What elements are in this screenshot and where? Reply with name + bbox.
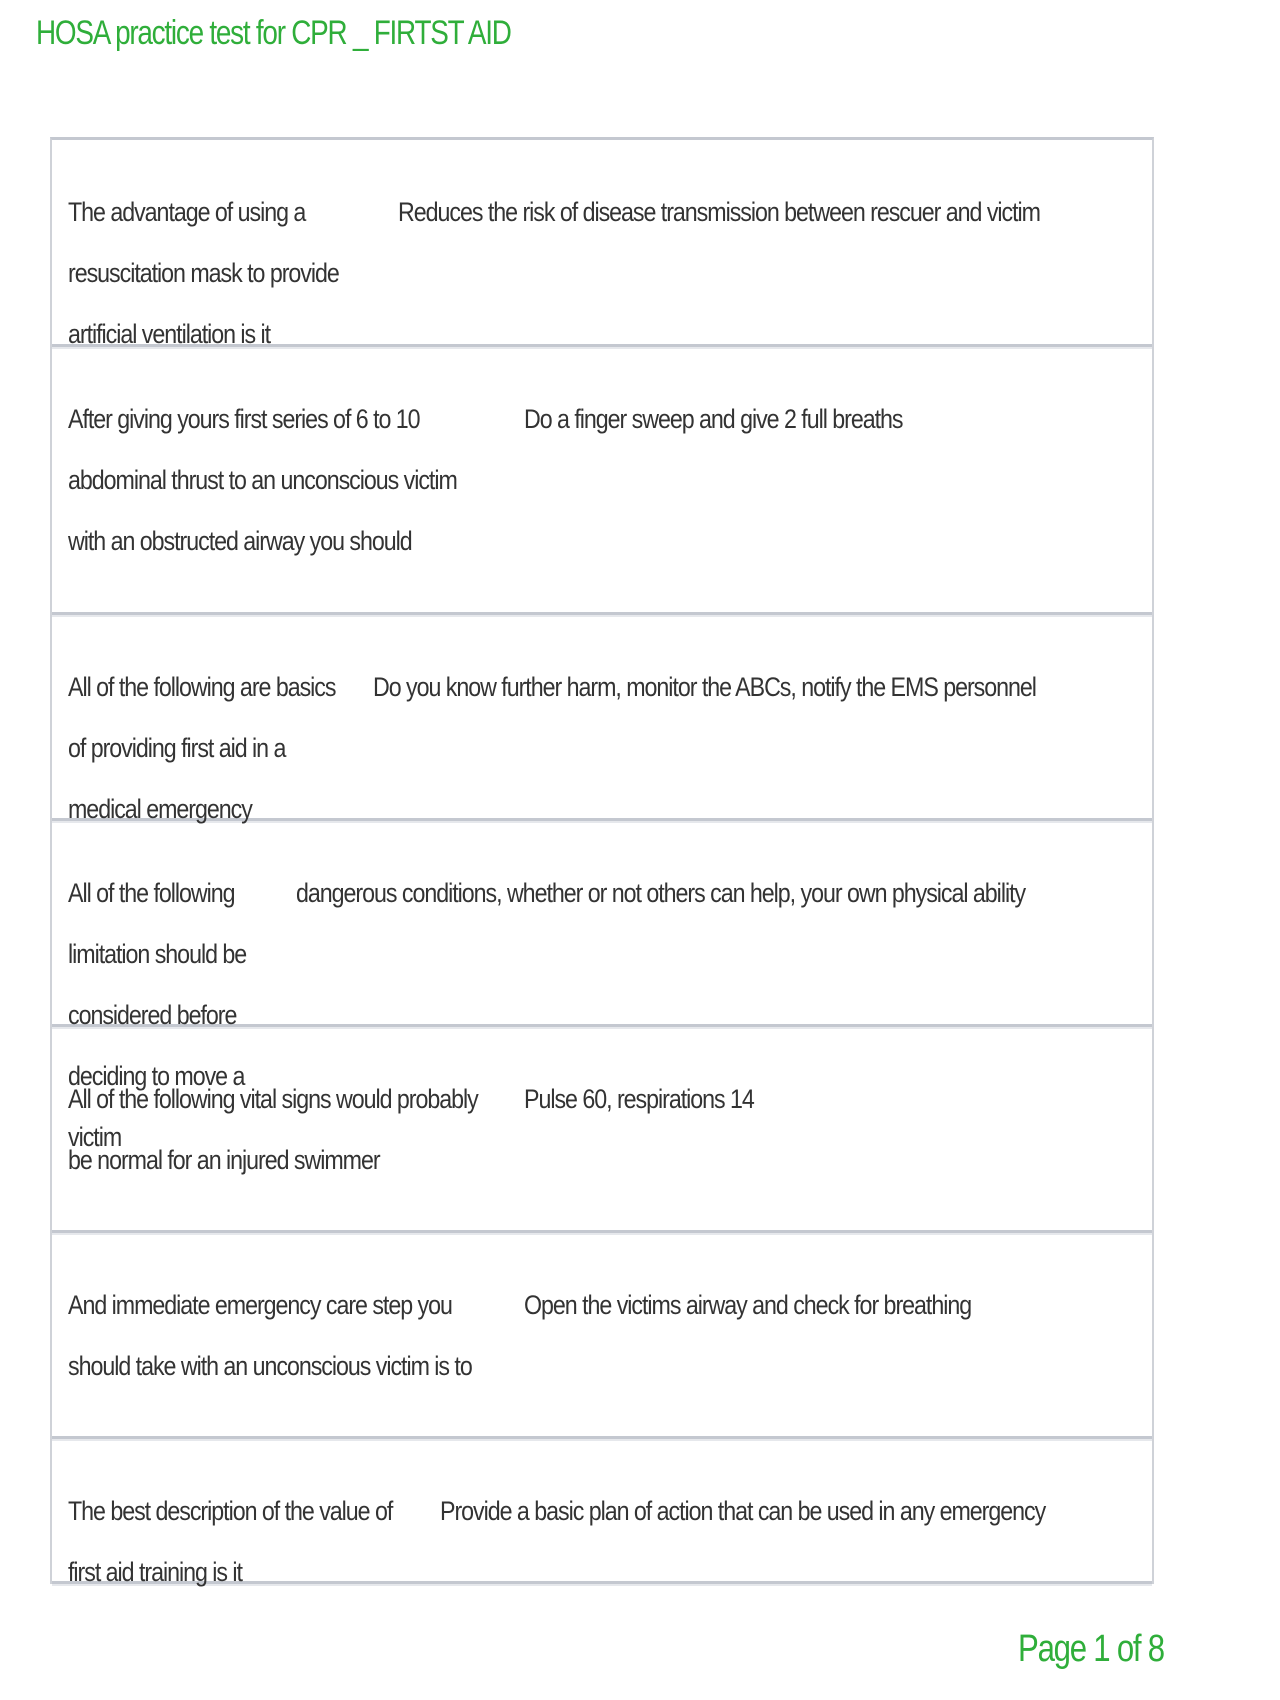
flashcard-row [52,1027,1152,1233]
flashcard-row [52,1233,1152,1439]
flashcard-term: The advantage of using a resuscitation mask to provide artificial ventilation is it [68,197,339,349]
flashcard-row [52,1439,1152,1587]
flashcard-row [52,347,1152,615]
flashcard-term: All of the following limitation should be considered before deciding to move a victim [68,878,247,1152]
flashcard-term: After giving yours first series of 6 to 10 abdominal thrust to an unconscious victim with an obstructed airway you should [68,404,457,556]
flashcard-term: All of the following are basics of providing first aid in a medical emergency [68,672,336,824]
flashcard-table [50,137,1154,1587]
flashcard-term: And immediate emergency care step you should take with an unconscious victim is to [68,1290,472,1381]
flashcard-row [52,140,1152,347]
flashcard-definition: Do a finger sweep and give 2 full breaths [524,404,903,434]
flashcard-definition: dangerous conditions, whether or not others can help, your own physical ability [296,878,1026,908]
flashcard-definition: Pulse 60, respirations 14 [524,1084,754,1114]
page-number: Page 1 of 8 [1018,1628,1164,1670]
flashcard-definition: Open the victims airway and check for breathing [524,1290,972,1320]
document-title: HOSA practice test for CPR _ FIRTST AID [36,14,511,52]
flashcard-definition: Reduces the risk of disease transmission between rescuer and victim [397,197,1040,227]
flashcard-row [52,615,1152,824]
flashcard-definition: Do you know further harm, monitor the ABCs, notify the EMS personnel [373,672,1037,702]
flashcard-definition: Provide a basic plan of action that can be used in any emergency [440,1496,1046,1526]
flashcard-term: The best description of the value of first aid training is it [68,1496,393,1587]
flashcard-term: All of the following vital signs would probably be normal for an injured swimmer [68,1084,478,1175]
